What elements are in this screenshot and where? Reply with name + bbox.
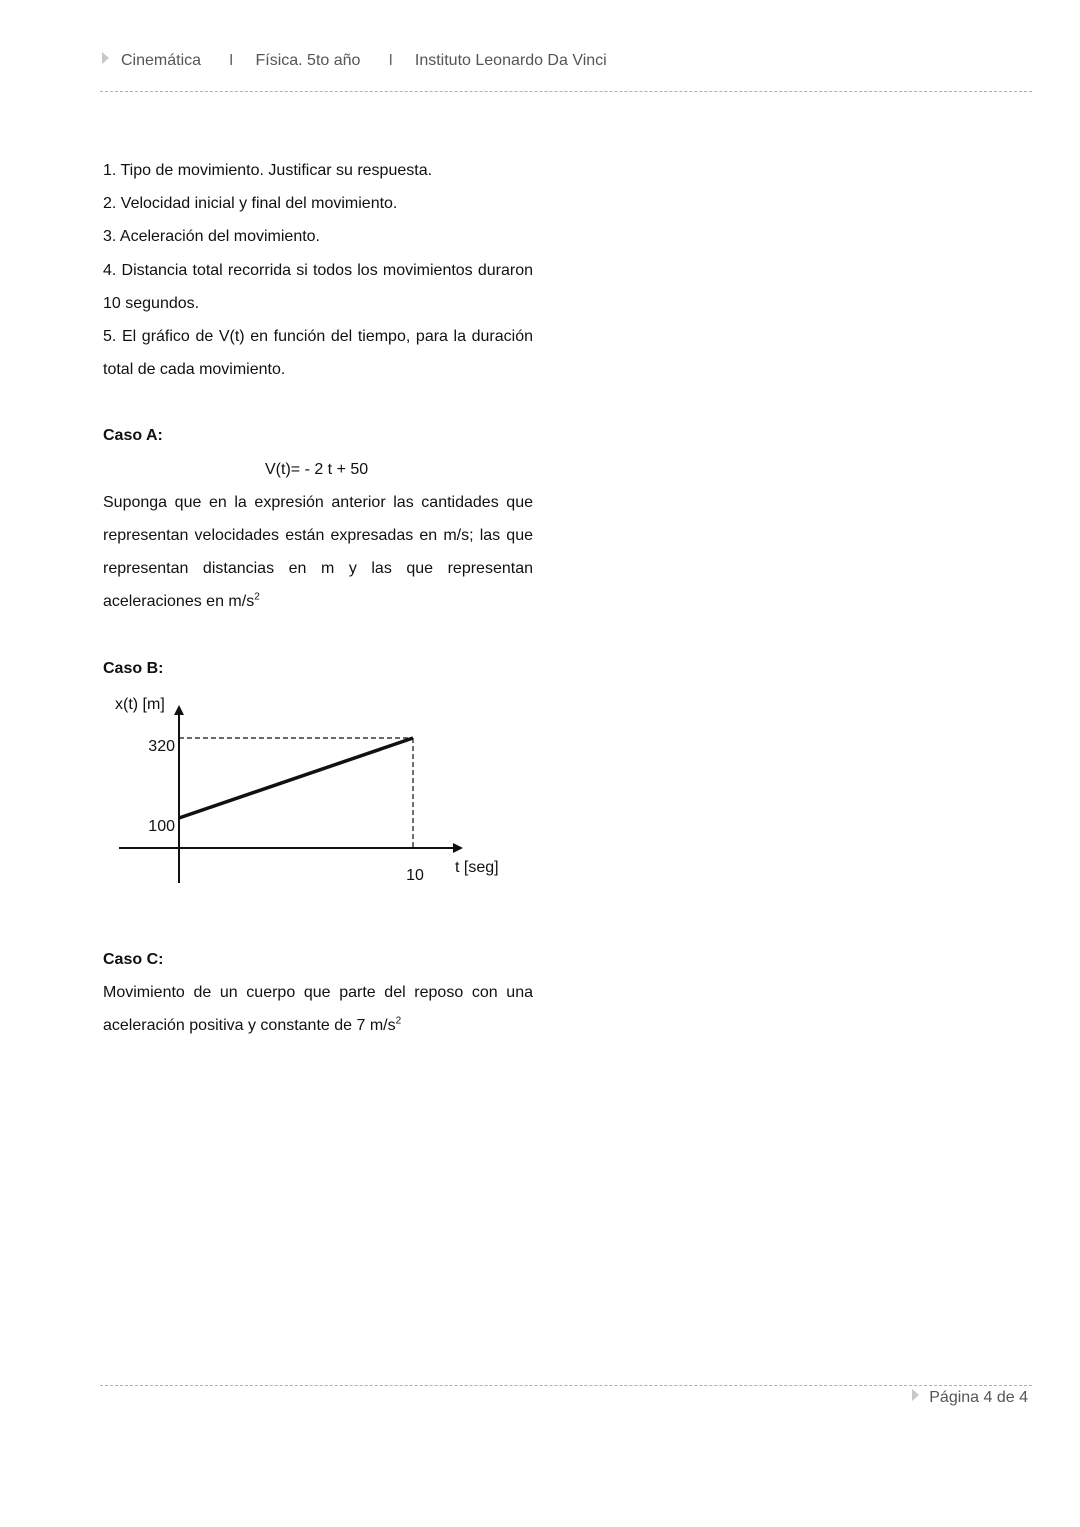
y-tick-label: 100 (148, 817, 175, 835)
chart-svg (103, 693, 533, 913)
x-tick-label: 10 (406, 866, 424, 884)
header-subject: Física. 5to año (255, 52, 361, 69)
y-axis-label: x(t) [m] (115, 695, 165, 713)
page-content (103, 154, 533, 1042)
header-separator: I (229, 52, 234, 69)
question-item: 5. El gráfico de V(t) en función del tiempo, para la duración total de cada movimiento. (103, 328, 533, 379)
caso-a-text-body: Suponga que en la expresión anterior las cantidades que representan velocidades están expresadas en m/s; las que representan distancias en m y las que representan aceleraciones en m/s (103, 493, 533, 611)
series-line (179, 738, 413, 818)
caso-c-text (103, 976, 533, 1042)
page-footer (912, 1389, 1028, 1407)
caso-c-title: Caso C: (103, 950, 164, 968)
position-time-chart (103, 693, 533, 913)
header-topic: Cinemática (121, 52, 202, 69)
header-divider (100, 91, 1032, 92)
caso-a-title: Caso A: (103, 427, 163, 445)
header-institution: Instituto Leonardo Da Vinci (414, 52, 607, 69)
header-separator: I (388, 52, 393, 69)
y-tick-label: 320 (148, 737, 175, 755)
triangle-bullet-icon (912, 1389, 919, 1401)
caso-a-text (103, 486, 533, 619)
question-item: 2. Velocidad inicial y final del movimiento. (103, 195, 398, 213)
superscript-exponent: 2 (395, 1015, 402, 1027)
x-axis-label: t [seg] (455, 858, 499, 876)
superscript-exponent: 2 (254, 592, 260, 604)
caso-a-formula: V(t)= - 2 t + 50 (265, 460, 369, 478)
y-axis-arrow-icon (174, 705, 184, 715)
question-item: 4. Distancia total recorrida si todos los movimientos duraron 10 segundos. (103, 261, 533, 312)
caso-b-title: Caso B: (103, 659, 164, 677)
caso-c-text-body: Movimiento de un cuerpo que parte del reposo con una aceleración positiva y constante de 7 m/s (103, 984, 533, 1035)
x-axis-arrow-icon (453, 843, 463, 853)
footer-divider (100, 1385, 1032, 1386)
question-item: 3. Aceleración del movimiento. (103, 228, 320, 246)
page-header (102, 52, 607, 70)
question-item: 1. Tipo de movimiento. Justificar su respuesta. (103, 162, 433, 179)
triangle-bullet-icon (102, 52, 109, 64)
page-number: Página 4 de 4 (929, 1389, 1028, 1406)
